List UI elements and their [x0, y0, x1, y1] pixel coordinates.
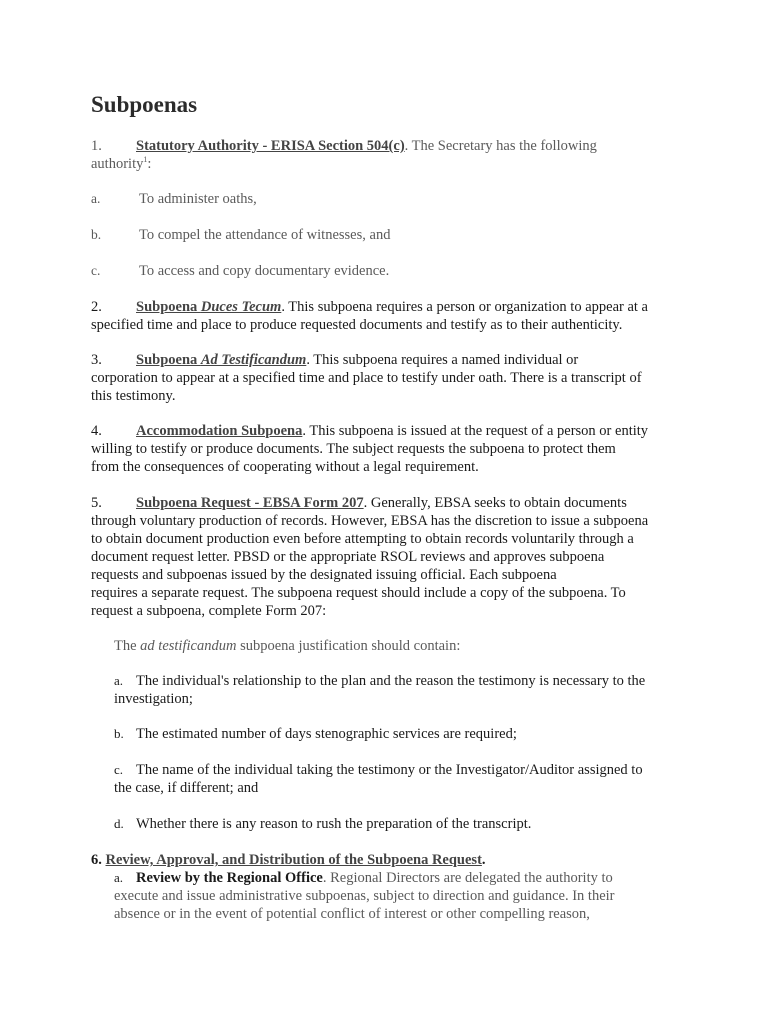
list-item [91, 262, 691, 280]
list-marker: a. [114, 673, 124, 688]
list-text: Whether there is any reason to rush the preparation of the transcript. [136, 816, 532, 832]
list-text: The individual's relationship to the plan and the reason the testimony is necessary to the [136, 673, 646, 689]
section-text: : [147, 156, 152, 172]
list-text: To compel the attendance of witnesses, and [139, 227, 391, 243]
list-item [91, 226, 691, 244]
heading-italic: Duces Tecum [200, 299, 282, 315]
section-4 [91, 422, 691, 476]
intro-text: subpoena justification should contain: [236, 638, 461, 654]
list-marker: c. [91, 263, 101, 278]
section-number: 4. [91, 423, 102, 439]
heading-italic: Ad Testificandum [200, 352, 307, 368]
section-text: willing to testify or produce documents. The subject requests the subpoena to protect them [91, 441, 616, 457]
section-2 [91, 298, 691, 334]
section-text: document request letter. PBSD or the appropriate RSOL reviews and approves subpoena [91, 549, 605, 565]
section-number: 2. [91, 299, 102, 315]
list-marker: a. [114, 870, 124, 885]
section-heading [136, 299, 281, 315]
section-text: through voluntary production of records. However, EBSA has the discretion to issue a subpoena [91, 513, 649, 529]
section-1 [91, 137, 691, 173]
section-number: 1. [91, 138, 102, 154]
list-text: investigation; [114, 691, 193, 707]
list-marker: b. [114, 726, 124, 741]
list-item [91, 190, 691, 208]
list-text: To administer oaths, [139, 191, 257, 207]
section-text: authority [91, 156, 144, 172]
section-text: . [481, 852, 486, 868]
section-heading: Statutory Authority - ERISA Section 504(c) [136, 138, 405, 154]
section-5 [91, 494, 691, 620]
section-number: 3. [91, 352, 102, 368]
list-item [114, 725, 674, 743]
subsection-6a [114, 869, 674, 923]
section-number: 6. [91, 852, 106, 868]
subsection-heading: Review by the Regional Office [136, 870, 323, 886]
list-text: the case, if different; and [114, 780, 259, 796]
section-heading: Subpoena Request - EBSA Form 207 [136, 495, 364, 511]
list-text: The name of the individual taking the testimony or the Investigator/Auditor assigned to [136, 762, 643, 778]
list-marker: c. [114, 762, 124, 777]
heading-text: Subpoena [136, 299, 201, 315]
section-text: specified time and place to produce requested documents and testify as to their authenticity. [91, 317, 623, 333]
list-marker: d. [114, 816, 124, 831]
section-number: 5. [91, 495, 102, 511]
section-text: request a subpoena, complete Form 207: [91, 603, 327, 619]
section-6 [91, 851, 691, 869]
section-text: from the consequences of cooperating without a legal requirement. [91, 459, 479, 475]
list-item [114, 815, 674, 833]
section-text: execute and issue administrative subpoenas, subject to direction and guidance. In their [114, 888, 615, 904]
list-text: The estimated number of days stenographic services are required; [136, 726, 517, 742]
page-title: Subpoenas [91, 92, 198, 117]
section-text: . This subpoena is issued at the request of a person or entity [302, 423, 649, 439]
section-text: . This subpoena requires a person or organization to appear at a [281, 299, 648, 315]
list-text: To access and copy documentary evidence. [139, 263, 390, 279]
list-item [114, 672, 674, 708]
section-text: requests and subpoenas issued by the designated issuing official. Each subpoena [91, 567, 557, 583]
section-text: this testimony. [91, 388, 176, 404]
section-3 [91, 351, 691, 405]
list-item [114, 761, 674, 797]
justification-intro [114, 637, 714, 655]
section-text: . The Secretary has the following [404, 138, 597, 154]
section-text: to obtain document production even before attempting to obtain records voluntarily through a [91, 531, 634, 547]
section-heading: Accommodation Subpoena [136, 423, 303, 439]
section-text: . This subpoena requires a named individual or [306, 352, 579, 368]
footnote-ref[interactable]: 1 [143, 155, 148, 165]
section-text: corporation to appear at a specified time and place to testify under oath. There is a transcript of [91, 370, 642, 386]
section-heading [136, 352, 306, 368]
section-heading: Review, Approval, and Distribution of the Subpoena Request [105, 852, 482, 868]
list-marker: a. [91, 191, 101, 206]
intro-italic: ad testificandum [140, 638, 237, 654]
section-text: . Generally, EBSA seeks to obtain documents [363, 495, 627, 511]
section-text: absence or in the event of potential conflict of interest or other compelling reason, [114, 906, 590, 922]
list-marker: b. [91, 227, 102, 242]
intro-text: The [114, 638, 141, 654]
heading-text: Subpoena [136, 352, 201, 368]
section-text: requires a separate request. The subpoena request should include a copy of the subpoena. To [91, 585, 626, 601]
section-text: . Regional Directors are delegated the authority to [322, 870, 613, 886]
